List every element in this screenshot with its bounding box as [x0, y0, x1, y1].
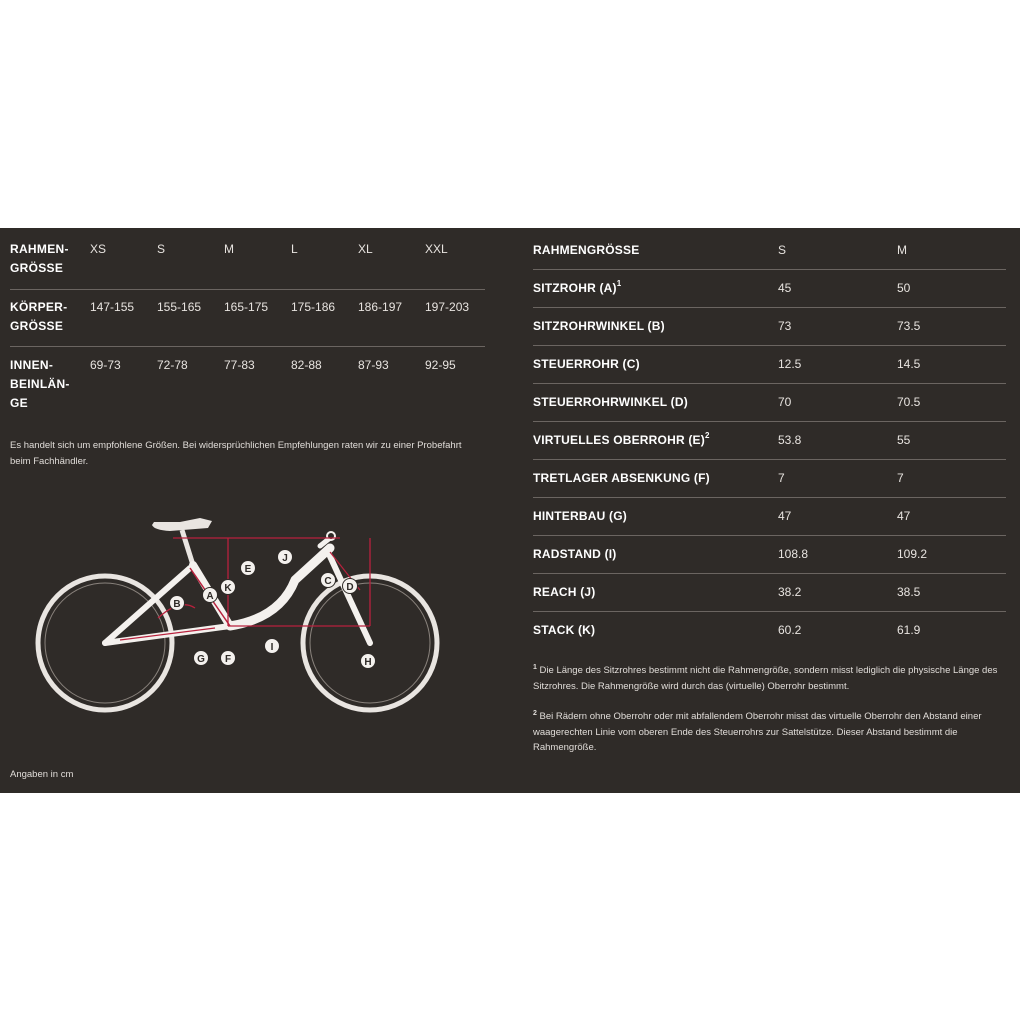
svg-text:K: K — [224, 583, 232, 594]
size-cell: XXL — [425, 242, 448, 256]
table-row: RADSTAND (I) 108.8 109.2 — [533, 535, 1006, 574]
saddle — [152, 518, 212, 531]
table-row: TRETLAGER ABSENKUNG (F) 7 7 — [533, 459, 1006, 498]
height-cell: 175-186 — [291, 300, 336, 314]
height-cell: 197-203 — [425, 300, 470, 314]
inseam-cell: 82-88 — [291, 358, 322, 372]
inseam-cell: 77-83 — [224, 358, 255, 372]
table-row: STEUERROHRWINKEL (D) 70 70.5 — [533, 383, 1006, 422]
table-row: STACK (K) 60.2 61.9 — [533, 623, 921, 637]
size-cell: L — [291, 242, 298, 256]
height-cell: 155-165 — [157, 300, 202, 314]
inseam-cell: 92-95 — [425, 358, 456, 372]
dimension-marker-b — [170, 596, 185, 611]
svg-text:D: D — [346, 582, 354, 593]
svg-text:H: H — [364, 657, 372, 668]
dimension-marker-g — [194, 651, 209, 666]
row-label-body-height: KÖRPER- GRÖSSE — [10, 300, 68, 333]
svg-text:A: A — [206, 591, 214, 602]
table-row: VIRTUELLES OBERROHR $(E)^2$ 53.8 55 — [533, 421, 1006, 460]
svg-text:B: B — [173, 599, 181, 610]
inseam-cell: 87-93 — [358, 358, 389, 372]
row-divider — [10, 289, 485, 290]
bike-geometry-diagram — [30, 508, 460, 748]
size-cell: XL — [358, 242, 373, 256]
table-row: REACH (J) 38.2 38.5 — [533, 573, 1006, 612]
svg-text:G: G — [197, 654, 205, 665]
dimension-marker-c — [321, 573, 336, 588]
geometry-panel — [0, 228, 1020, 793]
dimension-marker-i — [265, 639, 280, 654]
dimension-marker-h — [361, 654, 376, 669]
dimension-marker-e — [241, 561, 256, 576]
size-cell: M — [224, 242, 234, 256]
svg-text:E: E — [244, 564, 252, 575]
table-row: STEUERROHR (C) 12.5 14.5 — [533, 345, 1006, 384]
table-row: SITZROHR $(A)^1$ 45 50 — [533, 269, 1006, 308]
dimension-marker-a — [203, 588, 218, 603]
svg-text:I: I — [270, 642, 274, 653]
height-cell: 165-175 — [224, 300, 269, 314]
row-label-frame-size: RAHMEN- GRÖSSE — [10, 242, 69, 275]
seatpost — [182, 530, 193, 565]
footnote-2: $^2$ Bei Rädern ohne Oberrohr oder mit abfallendem Oberrohr misst das virtuelle Oberrohr den Abstand einer waagerechten Linie vom oberen Ende des Steuerrohrs zur Sattelstütze. Dieser Abstand bestimmt die Rahmengröße. — [533, 710, 982, 753]
size-recommendation-note: Es handelt sich um empfohlene Größen. Bei widersprüchlichen Empfehlungen raten wir zu einer Probefahrt beim Fachhändler. — [10, 440, 462, 467]
height-cell: 147-155 — [90, 300, 135, 314]
units-note: Angaben in cm — [10, 769, 74, 780]
size-cell: S — [157, 242, 166, 256]
svg-text:J: J — [282, 553, 288, 564]
dimension-marker-j — [278, 550, 293, 565]
svg-text:F: F — [224, 654, 232, 665]
table-row: HINTERBAU (G) 47 47 — [533, 497, 1006, 536]
dimension-marker-k — [221, 580, 236, 595]
row-divider — [10, 346, 485, 347]
table-row: SITZROHRWINKEL (B) 73 73.5 — [533, 307, 1006, 346]
size-cell: XS — [90, 242, 107, 256]
dimension-marker-f — [221, 651, 236, 666]
footnote-1: $^1$ Die Länge des Sitzrohres bestimmt nicht die Rahmengröße, sondern misst lediglich die physische Länge des Sitzrohres. Die Rahmengröße wird durch das (virtuelle) Oberrohr bestimmt. — [533, 664, 998, 692]
svg-text:C: C — [324, 576, 332, 587]
row-label-inseam: INNEN- BEINLÄN- GE — [10, 358, 70, 410]
dimension-marker-d — [343, 579, 358, 594]
table-header-row: RAHMENGRÖSSE S M — [533, 231, 1006, 270]
inseam-cell: 72-78 — [157, 358, 188, 372]
inseam-cell: 69-73 — [90, 358, 121, 372]
height-cell: 186-197 — [358, 300, 403, 314]
